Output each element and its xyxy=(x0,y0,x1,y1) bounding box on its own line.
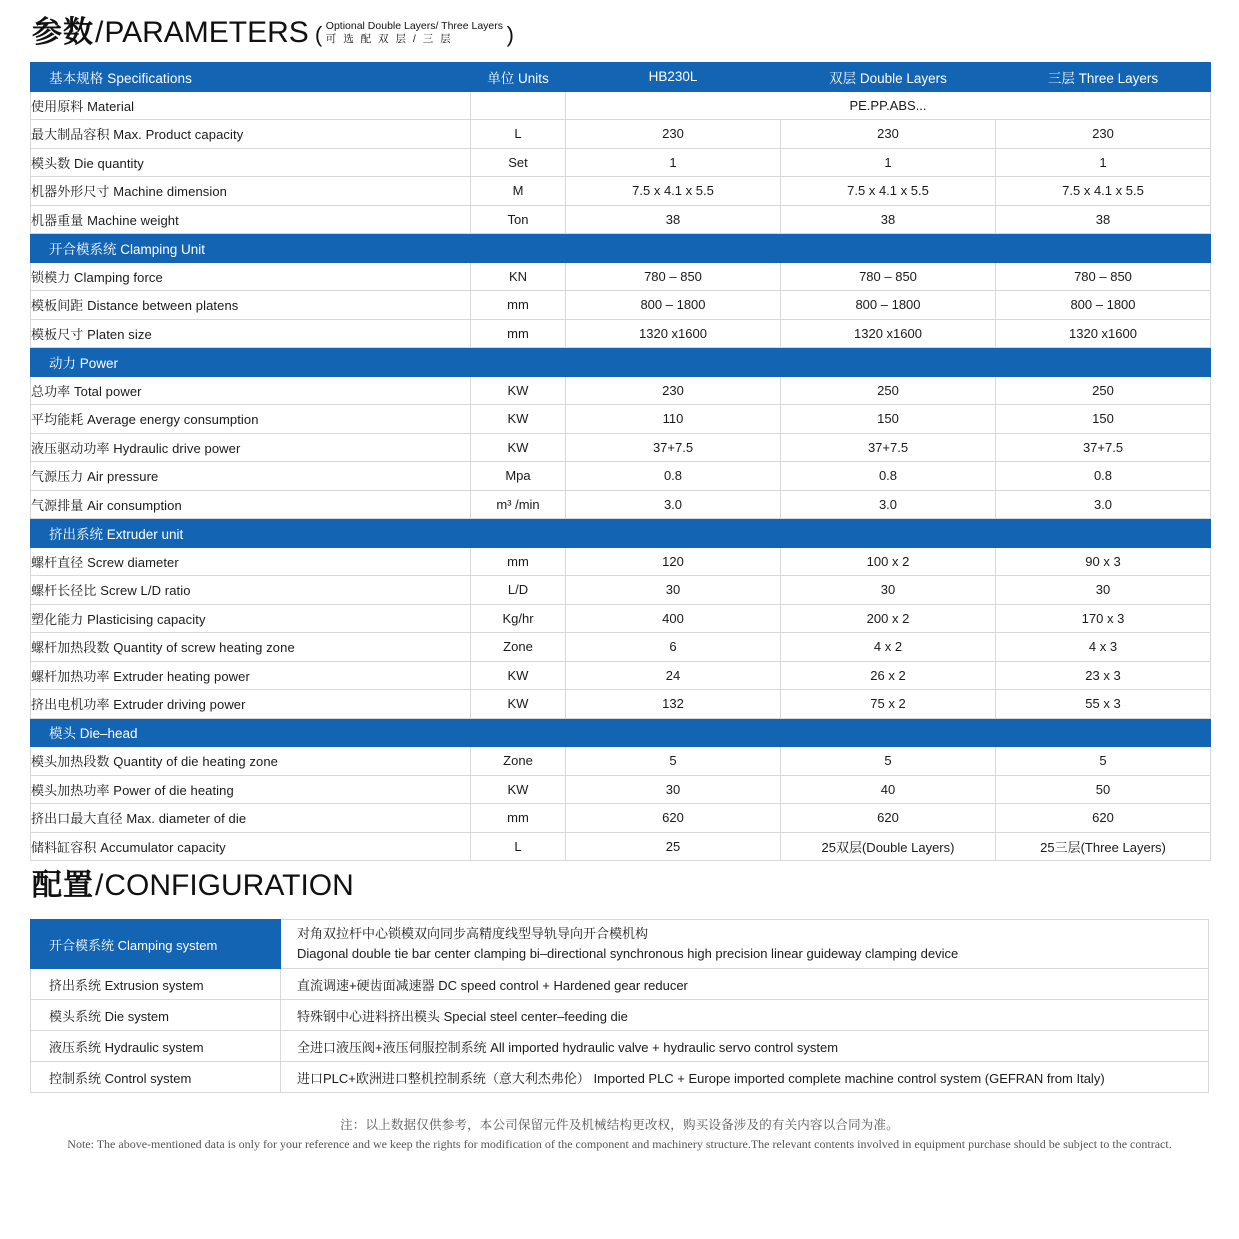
parameters-heading-note xyxy=(315,20,514,48)
row-value-three: 3.0 xyxy=(996,490,1211,519)
section-header-clamping-unit xyxy=(31,234,1211,263)
row-unit: KW xyxy=(471,690,566,719)
row-value-three: 250 xyxy=(996,376,1211,405)
row-spec: 模头数 Die quantity xyxy=(31,148,471,177)
table-row xyxy=(31,205,1211,234)
configuration-heading-cn: 配置 xyxy=(32,869,94,902)
row-value-three: 37+7.5 xyxy=(996,433,1211,462)
table-row xyxy=(31,775,1211,804)
row-value-three: 1 xyxy=(996,148,1211,177)
config-label: 开合模系统 Clamping system xyxy=(31,920,281,969)
row-unit: Mpa xyxy=(471,462,566,491)
row-value-hb230l: 3.0 xyxy=(566,490,781,519)
row-value-three: 90 x 3 xyxy=(996,547,1211,576)
row-value-hb230l: 30 xyxy=(566,576,781,605)
table-row xyxy=(31,177,1211,206)
row-value-merged: PE.PP.ABS... xyxy=(566,91,1211,120)
row-value-three: 50 xyxy=(996,775,1211,804)
row-spec: 气源排量 Air consumption xyxy=(31,490,471,519)
table-row xyxy=(31,433,1211,462)
row-value-double: 25双层(Double Layers) xyxy=(781,832,996,861)
config-row-clamping-system xyxy=(31,920,1209,969)
row-unit: mm xyxy=(471,804,566,833)
config-row-die-system xyxy=(31,1000,1209,1031)
row-spec: 挤出电机功率 Extruder driving power xyxy=(31,690,471,719)
configuration-table-body xyxy=(31,920,1209,1093)
row-spec: 液压驱动功率 Hydraulic drive power xyxy=(31,433,471,462)
row-spec: 最大制品容积 Max. Product capacity xyxy=(31,120,471,149)
table-row xyxy=(31,120,1211,149)
row-value-three: 170 x 3 xyxy=(996,604,1211,633)
configuration-heading-en: CONFIGURATION xyxy=(104,869,354,902)
row-value-double: 1 xyxy=(781,148,996,177)
row-spec: 机器外形尺寸 Machine dimension xyxy=(31,177,471,206)
row-value-hb230l: 6 xyxy=(566,633,781,662)
config-value-line-en: Diagonal double tie bar center clamping bi–directional synchronous high precision linear guideway clamping device xyxy=(297,946,959,962)
row-unit: KW xyxy=(471,376,566,405)
row-unit: L xyxy=(471,120,566,149)
row-value-double: 40 xyxy=(781,775,996,804)
column-header-hb230l: HB230L xyxy=(566,63,781,92)
config-row-control-system xyxy=(31,1062,1209,1093)
parameters-heading-cn: 参数 xyxy=(32,16,94,49)
row-spec: 锁模力 Clamping force xyxy=(31,262,471,291)
config-value: 直流调速+硬齿面减速器 DC speed control + Hardened gear reducer xyxy=(281,969,1209,1000)
section-header-die-head xyxy=(31,718,1211,747)
table-row xyxy=(31,462,1211,491)
row-value-three: 30 xyxy=(996,576,1211,605)
row-value-double: 0.8 xyxy=(781,462,996,491)
row-value-three: 1320 x1600 xyxy=(996,319,1211,348)
row-unit: KW xyxy=(471,661,566,690)
column-header-specifications: 基本规格 Specifications xyxy=(31,63,471,92)
note-en: Optional Double Layers/ Three Layers xyxy=(325,19,504,32)
table-row xyxy=(31,291,1211,320)
column-header-double-layers: 双层 Double Layers xyxy=(781,63,996,92)
column-header-three-layers: 三层 Three Layers xyxy=(996,63,1211,92)
row-value-hb230l: 780 – 850 xyxy=(566,262,781,291)
row-value-hb230l: 1 xyxy=(566,148,781,177)
row-value-three: 55 x 3 xyxy=(996,690,1211,719)
section-header-extruder-unit xyxy=(31,519,1211,548)
row-value-double: 5 xyxy=(781,747,996,776)
row-spec: 螺杆长径比 Screw L/D ratio xyxy=(31,576,471,605)
row-value-double: 100 x 2 xyxy=(781,547,996,576)
row-spec: 平均能耗 Average energy consumption xyxy=(31,405,471,434)
row-value-hb230l: 230 xyxy=(566,376,781,405)
config-label: 模头系统 Die system xyxy=(31,1000,281,1031)
row-spec: 储料缸容积 Accumulator capacity xyxy=(31,832,471,861)
note-cn: 可 选 配 双 层 / 三 层 xyxy=(325,32,453,45)
row-spec: 模板间距 Distance between platens xyxy=(31,291,471,320)
row-spec: 塑化能力 Plasticising capacity xyxy=(31,604,471,633)
footnote-cn: 注：以上数据仅供参考，本公司保留元件及机械结构更改权，购买设备涉及的有关内容以合同为准。 xyxy=(340,1118,899,1133)
row-value-three: 25三层(Three Layers) xyxy=(996,832,1211,861)
parameters-table-header-row xyxy=(31,63,1211,92)
row-value-double: 250 xyxy=(781,376,996,405)
row-value-double: 38 xyxy=(781,205,996,234)
parameters-table xyxy=(30,62,1211,861)
config-label: 控制系统 Control system xyxy=(31,1062,281,1093)
parameters-heading xyxy=(30,0,1209,48)
row-value-three: 230 xyxy=(996,120,1211,149)
row-value-hb230l: 1320 x1600 xyxy=(566,319,781,348)
footnote xyxy=(30,1115,1209,1154)
config-label: 挤出系统 Extrusion system xyxy=(31,969,281,1000)
row-value-double: 30 xyxy=(781,576,996,605)
row-spec: 模板尺寸 Platen size xyxy=(31,319,471,348)
row-value-three: 0.8 xyxy=(996,462,1211,491)
config-label: 液压系统 Hydraulic system xyxy=(31,1031,281,1062)
row-unit: mm xyxy=(471,547,566,576)
parameters-heading-slash: / xyxy=(95,16,104,49)
row-unit: m³ /min xyxy=(471,490,566,519)
section-header-power xyxy=(31,348,1211,377)
row-unit: KN xyxy=(471,262,566,291)
table-row xyxy=(31,690,1211,719)
table-row xyxy=(31,148,1211,177)
row-value-double: 37+7.5 xyxy=(781,433,996,462)
table-row xyxy=(31,747,1211,776)
row-value-three: 38 xyxy=(996,205,1211,234)
section-title: 开合模系统 Clamping Unit xyxy=(31,234,1211,263)
row-value-three: 780 – 850 xyxy=(996,262,1211,291)
row-unit: Ton xyxy=(471,205,566,234)
row-value-double: 150 xyxy=(781,405,996,434)
row-value-hb230l: 38 xyxy=(566,205,781,234)
row-value-double: 620 xyxy=(781,804,996,833)
row-value-three: 620 xyxy=(996,804,1211,833)
row-value-three: 7.5 x 4.1 x 5.5 xyxy=(996,177,1211,206)
row-spec: 螺杆加热段数 Quantity of screw heating zone xyxy=(31,633,471,662)
row-unit: Set xyxy=(471,148,566,177)
row-value-hb230l: 30 xyxy=(566,775,781,804)
table-row xyxy=(31,319,1211,348)
row-value-hb230l: 0.8 xyxy=(566,462,781,491)
row-unit: Zone xyxy=(471,747,566,776)
column-header-units: 单位 Units xyxy=(471,63,566,92)
row-unit: L xyxy=(471,832,566,861)
row-value-hb230l: 120 xyxy=(566,547,781,576)
config-row-hydraulic-system xyxy=(31,1031,1209,1062)
row-unit: Kg/hr xyxy=(471,604,566,633)
table-row xyxy=(31,661,1211,690)
row-value-double: 7.5 x 4.1 x 5.5 xyxy=(781,177,996,206)
section-title: 模头 Die–head xyxy=(31,718,1211,747)
row-spec: 螺杆直径 Screw diameter xyxy=(31,547,471,576)
row-unit: M xyxy=(471,177,566,206)
note-close-paren: ) xyxy=(506,21,514,47)
row-spec: 气源压力 Air pressure xyxy=(31,462,471,491)
row-value-double: 4 x 2 xyxy=(781,633,996,662)
section-title: 动力 Power xyxy=(31,348,1211,377)
row-value-double: 75 x 2 xyxy=(781,690,996,719)
row-value-double: 1320 x1600 xyxy=(781,319,996,348)
row-value-double: 3.0 xyxy=(781,490,996,519)
config-value xyxy=(281,920,1209,969)
config-value-line-cn: 对角双拉杆中心锁模双向同步高精度线型导轨导向开合模机构 xyxy=(297,926,649,941)
parameters-table-body xyxy=(31,63,1211,861)
row-unit: mm xyxy=(471,291,566,320)
configuration-heading xyxy=(30,861,1209,901)
row-value-hb230l: 230 xyxy=(566,120,781,149)
table-row xyxy=(31,405,1211,434)
row-value-hb230l: 400 xyxy=(566,604,781,633)
row-value-hb230l: 5 xyxy=(566,747,781,776)
table-row xyxy=(31,490,1211,519)
row-value-double: 800 – 1800 xyxy=(781,291,996,320)
table-row xyxy=(31,633,1211,662)
footnote-en: Note: The above-mentioned data is only for your reference and we keep the rights for modification of the component and machinery structure.The relevant contents involved in equipment purchase should be subject to the contract. xyxy=(67,1137,1172,1152)
row-value-three: 23 x 3 xyxy=(996,661,1211,690)
row-spec: 挤出口最大直径 Max. diameter of die xyxy=(31,804,471,833)
row-value-double: 780 – 850 xyxy=(781,262,996,291)
row-spec: 使用原料 Material xyxy=(31,91,471,120)
row-value-double: 200 x 2 xyxy=(781,604,996,633)
table-row xyxy=(31,832,1211,861)
row-spec: 模头加热段数 Quantity of die heating zone xyxy=(31,747,471,776)
row-value-hb230l: 132 xyxy=(566,690,781,719)
row-value-three: 150 xyxy=(996,405,1211,434)
row-value-three: 5 xyxy=(996,747,1211,776)
table-row xyxy=(31,604,1211,633)
row-value-three: 4 x 3 xyxy=(996,633,1211,662)
row-value-hb230l: 37+7.5 xyxy=(566,433,781,462)
table-row xyxy=(31,804,1211,833)
row-spec: 螺杆加热功率 Extruder heating power xyxy=(31,661,471,690)
row-value-double: 230 xyxy=(781,120,996,149)
configuration-heading-slash: / xyxy=(95,869,104,902)
row-value-hb230l: 110 xyxy=(566,405,781,434)
config-value: 特殊钢中心进料挤出模头 Special steel center–feeding die xyxy=(281,1000,1209,1031)
config-value: 全进口液压阀+液压伺服控制系统 All imported hydraulic valve + hydraulic servo control system xyxy=(281,1031,1209,1062)
row-unit: KW xyxy=(471,433,566,462)
table-row xyxy=(31,91,1211,120)
row-unit: Zone xyxy=(471,633,566,662)
configuration-table xyxy=(30,919,1209,1093)
row-value-hb230l: 7.5 x 4.1 x 5.5 xyxy=(566,177,781,206)
row-unit: KW xyxy=(471,405,566,434)
row-spec: 总功率 Total power xyxy=(31,376,471,405)
row-spec: 机器重量 Machine weight xyxy=(31,205,471,234)
row-unit: mm xyxy=(471,319,566,348)
row-value-hb230l: 800 – 1800 xyxy=(566,291,781,320)
config-row-extrusion-system xyxy=(31,969,1209,1000)
table-row xyxy=(31,547,1211,576)
row-value-three: 800 – 1800 xyxy=(996,291,1211,320)
section-title: 挤出系统 Extruder unit xyxy=(31,519,1211,548)
table-row xyxy=(31,376,1211,405)
row-unit xyxy=(471,91,566,120)
row-unit: L/D xyxy=(471,576,566,605)
parameters-heading-en: PARAMETERS xyxy=(104,16,309,49)
table-row xyxy=(31,576,1211,605)
row-value-double: 26 x 2 xyxy=(781,661,996,690)
row-value-hb230l: 620 xyxy=(566,804,781,833)
table-row xyxy=(31,262,1211,291)
row-unit: KW xyxy=(471,775,566,804)
note-open-paren: ( xyxy=(314,21,323,47)
config-value: 进口PLC+欧洲进口整机控制系统（意大利杰弗伦） Imported PLC + Europe imported complete machine control system (GEFRAN from Italy) xyxy=(281,1062,1209,1093)
row-value-hb230l: 25 xyxy=(566,832,781,861)
row-value-hb230l: 24 xyxy=(566,661,781,690)
row-spec: 模头加热功率 Power of die heating xyxy=(31,775,471,804)
